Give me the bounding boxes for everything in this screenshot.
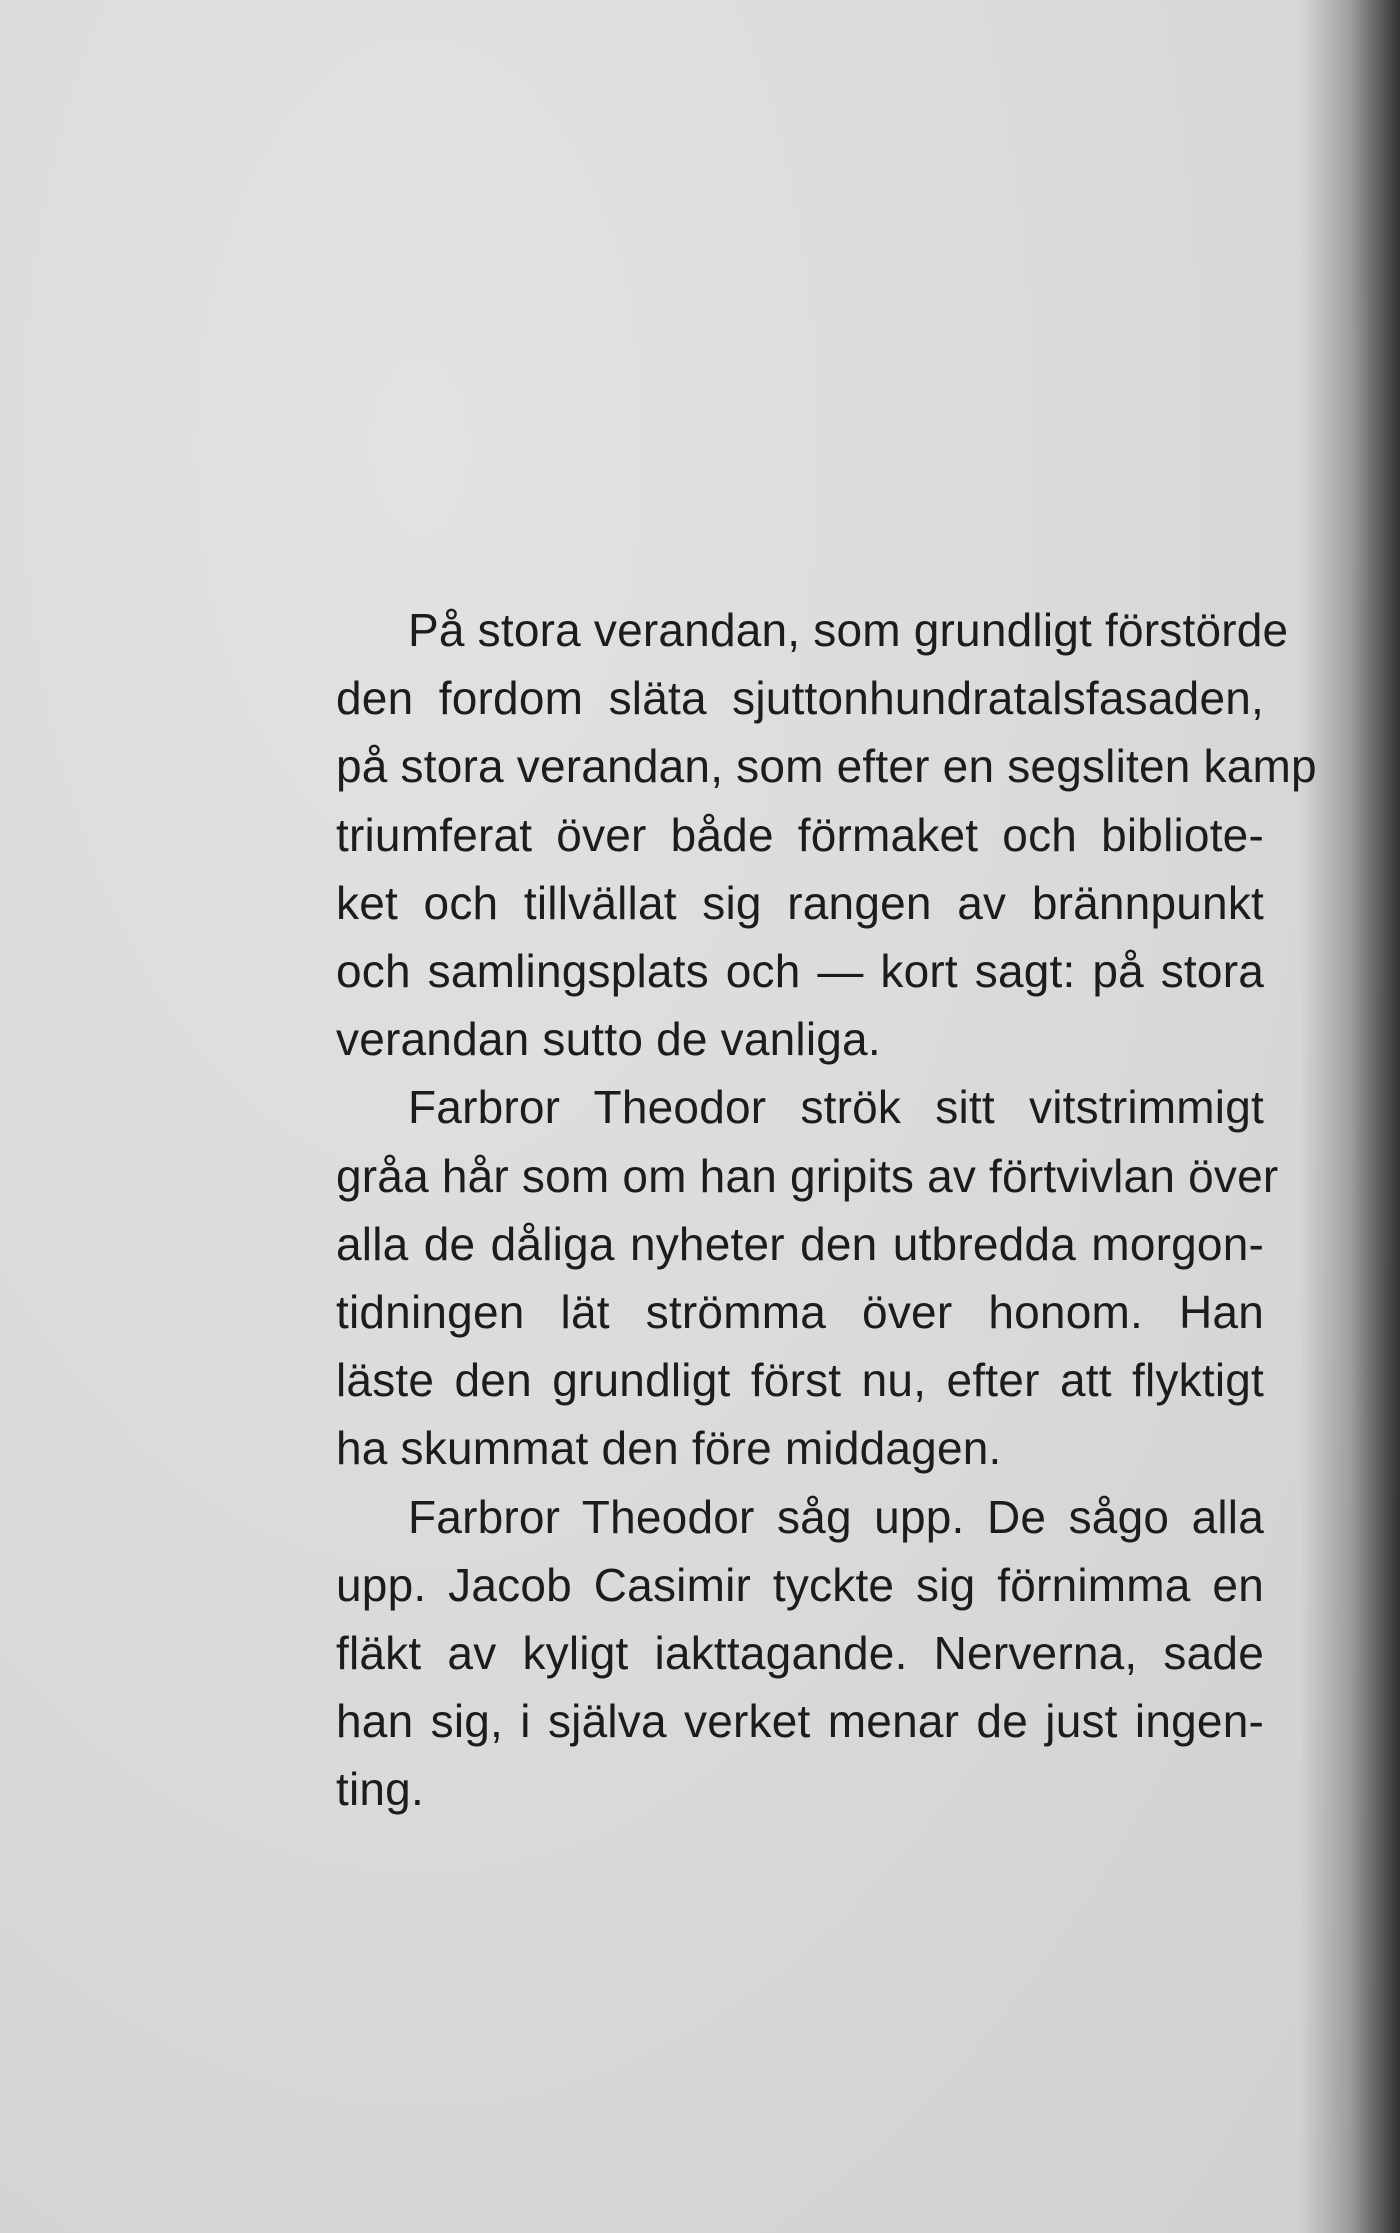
- text-line: fläkt av kyligt iakttagande. Nerverna, sade: [336, 1627, 1264, 1680]
- text-line: han sig, i själva verket menar de just ingen-: [336, 1695, 1264, 1748]
- text-line: tidningen lät strömma över honom. Han: [336, 1286, 1264, 1339]
- body-text: [336, 596, 1317, 1824]
- text-line: ket och tillvällat sig rangen av brännpunkt: [336, 876, 1264, 929]
- text-line: verandan sutto de vanliga.: [336, 1013, 881, 1066]
- text-line: gråa hår som om han gripits av förtvivlan över: [336, 1149, 1279, 1202]
- text-line: ha skummat den före middagen.: [336, 1422, 1002, 1475]
- text-line: den fordom släta sjuttonhundratalsfasaden,: [336, 672, 1264, 725]
- text-line: på stora verandan, som efter en segsliten kamp: [336, 740, 1317, 793]
- paragraph-1: [336, 596, 1317, 1073]
- paragraph-2: [336, 1073, 1279, 1482]
- text-line: På stora verandan, som grundligt förstörde: [408, 604, 1289, 656]
- text-line: upp. Jacob Casimir tyckte sig förnimma en: [336, 1558, 1264, 1611]
- text-line: triumferat över både förmaket och bibliote-: [336, 808, 1264, 861]
- text-line: Farbror Theodor såg upp. De sågo alla: [408, 1490, 1264, 1543]
- paragraph-3: [336, 1483, 1264, 1824]
- text-line: ting.: [336, 1763, 424, 1816]
- text-line: Farbror Theodor strök sitt vitstrimmigt: [408, 1081, 1264, 1134]
- text-line: alla de dåliga nyheter den utbredda morgon-: [336, 1217, 1264, 1270]
- show-through-text: [330, 240, 1280, 580]
- text-line: läste den grundligt först nu, efter att flyktigt: [336, 1354, 1264, 1407]
- text-line: och samlingsplats och — kort sagt: på stora: [336, 945, 1264, 998]
